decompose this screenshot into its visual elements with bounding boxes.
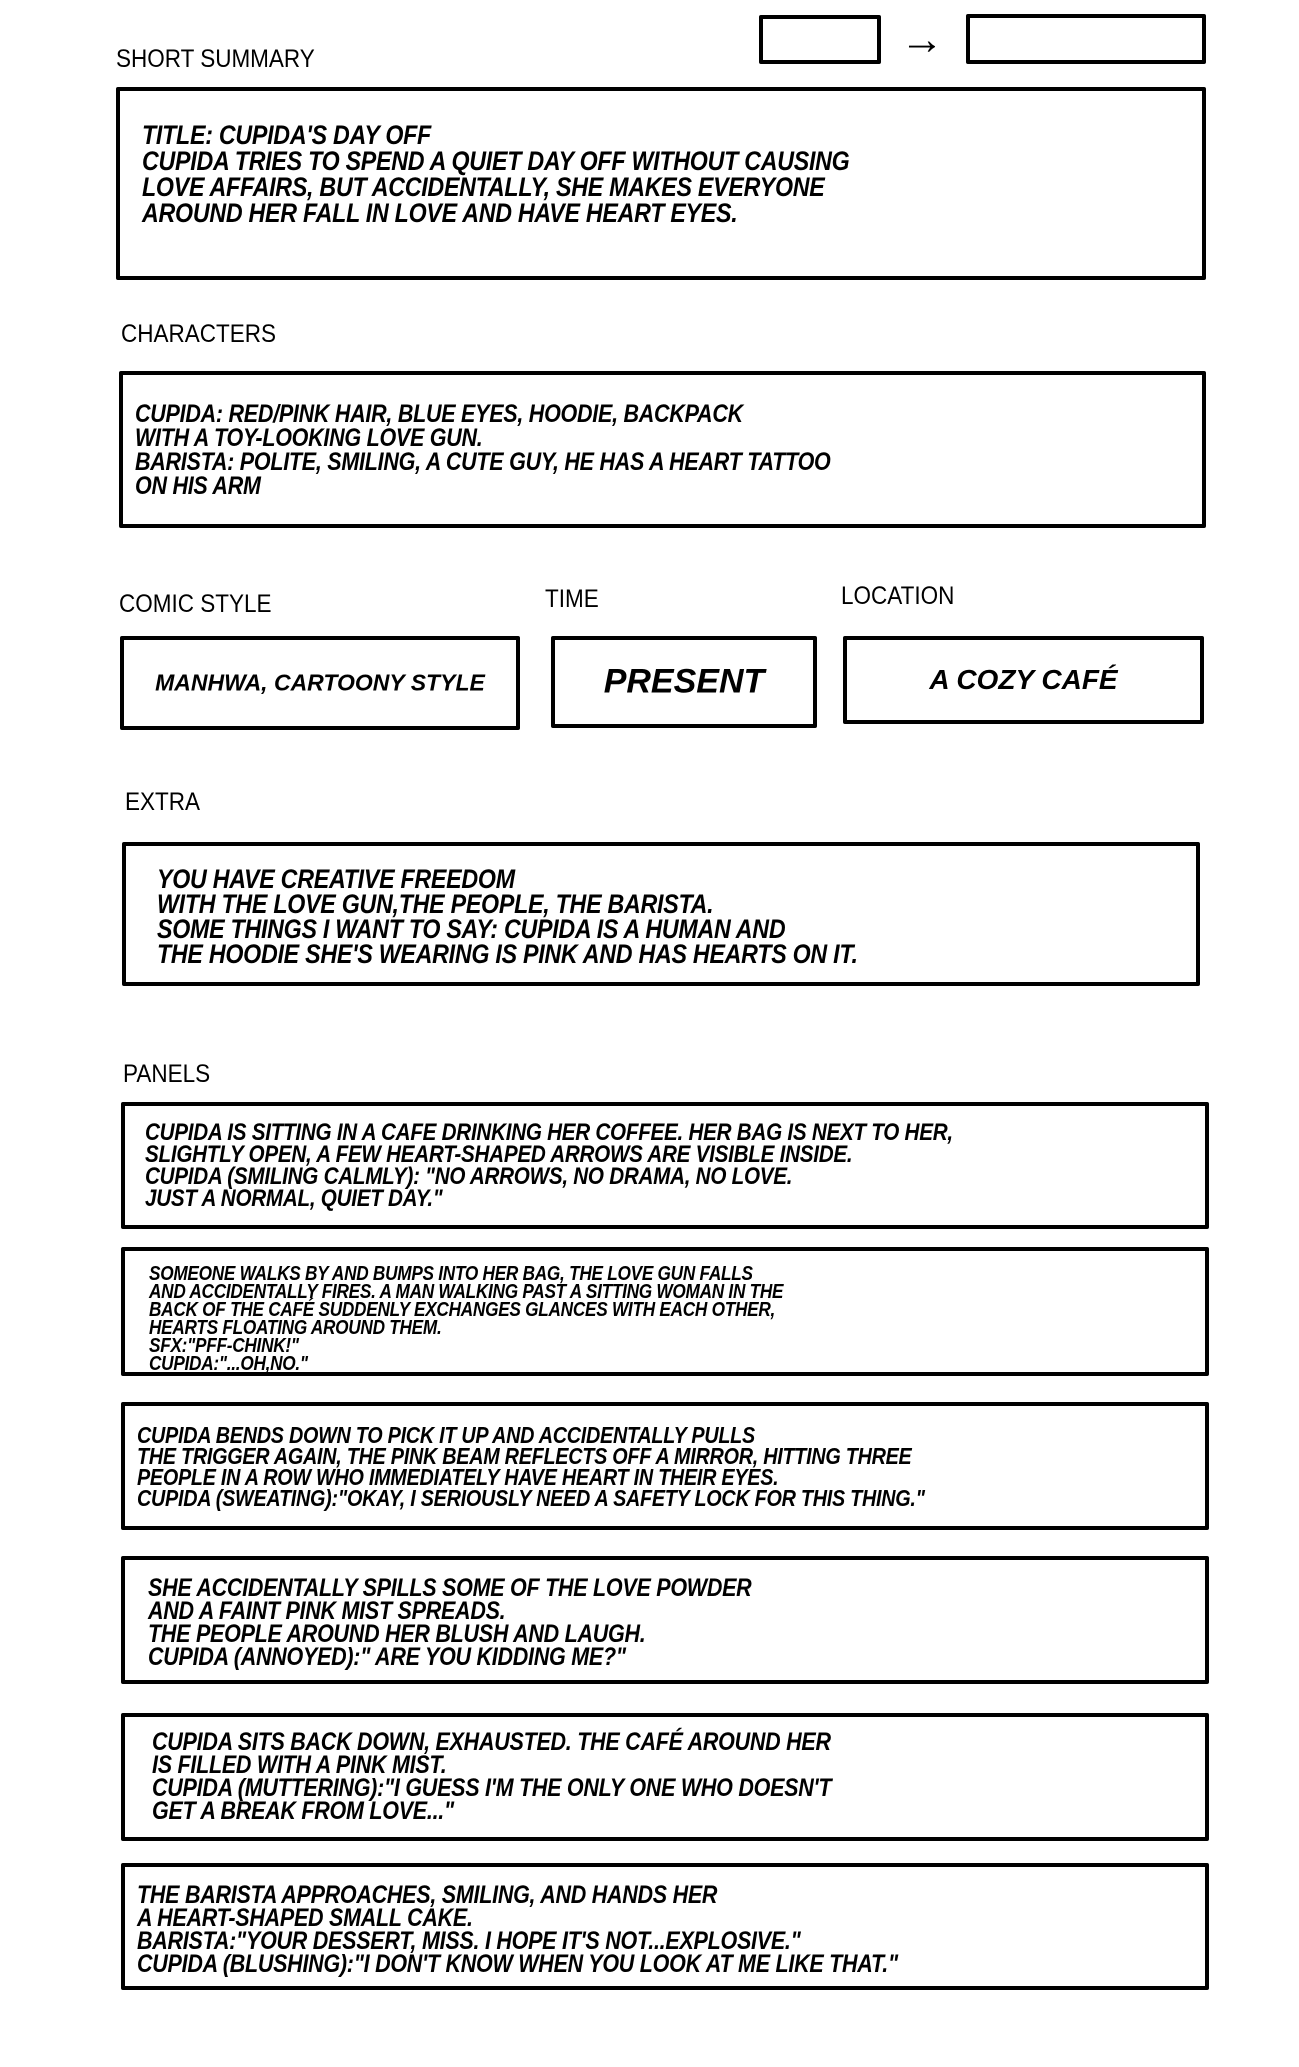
comic-style-value: MANHWA, CARTOONY STYLE <box>155 669 485 696</box>
panel-text: CUPIDA SITS BACK DOWN, EXHAUSTED. THE CAFÉ AROUND HER IS FILLED WITH A PINK MIST. CUPIDA (MUTTERING):"I GUESS I'M THE ONLY ONE WHO DOESN'T GET A BREAK FROM LOVE..." <box>152 1728 832 1825</box>
summary-text: TITLE: CUPIDA'S DAY OFF CUPIDA TRIES TO SPEND A QUIET DAY OFF WITHOUT CAUSING LOVE AFFAIRS, BUT ACCIDENTALLY, SHE MAKES EVERYONE AROUND HER FALL IN LOVE AND HAVE HEART EYES. <box>142 120 850 228</box>
summary-box <box>116 87 1206 280</box>
characters-text: CUPIDA: RED/PINK HAIR, BLUE EYES, HOODIE, BACKPACK WITH A TOY-LOOKING LOVE GUN. BARISTA: POLITE, SMILING, A CUTE GUY, HE HAS A HEART TATTOO ON HIS ARM <box>135 400 831 500</box>
panel-6 <box>121 1863 1209 1990</box>
panel-text: CUPIDA BENDS DOWN TO PICK IT UP AND ACCIDENTALLY PULLS THE TRIGGER AGAIN, THE PINK BEAM REFLECTS OFF A MIRROR, HITTING THREE PEOPLE IN A ROW WHO IMMEDIATELY HAVE HEART IN THEIR EYES. CUPIDA (SWEATING):"OKAY, I SERIOUSLY NEED A SAFETY LOCK FOR THIS THING." <box>137 1422 925 1511</box>
panel-4 <box>121 1556 1209 1684</box>
location-box <box>843 636 1204 724</box>
comic-style-box <box>120 636 520 730</box>
location-value: A COZY CAFÉ <box>929 664 1118 695</box>
panels-label: PANELS <box>123 1060 211 1088</box>
characters-box <box>119 371 1206 528</box>
panel-text: SHE ACCIDENTALLY SPILLS SOME OF THE LOVE POWDER AND A FAINT PINK MIST SPREADS. THE PEOPLE AROUND HER BLUSH AND LAUGH. CUPIDA (ANNOYED):" ARE YOU KIDDING ME?" <box>148 1574 752 1671</box>
time-label: TIME <box>545 585 599 613</box>
page-to-box <box>966 14 1206 64</box>
time-box <box>551 636 817 728</box>
summary-label: SHORT SUMMARY <box>116 45 315 73</box>
comic-style-label: COMIC STYLE <box>119 590 272 618</box>
location-label: LOCATION <box>841 582 955 610</box>
panel-1 <box>121 1102 1209 1229</box>
extra-text: YOU HAVE CREATIVE FREEDOM WITH THE LOVE GUN,THE PEOPLE, THE BARISTA. SOME THINGS I WANT TO SAY: CUPIDA IS A HUMAN AND THE HOODIE SHE'S WEARING IS PINK AND HAS HEARTS ON IT. <box>157 864 858 969</box>
extra-box <box>122 842 1200 986</box>
arrow-right-icon: → <box>900 15 944 64</box>
panel-5 <box>121 1713 1209 1841</box>
panel-text: THE BARISTA APPROACHES, SMILING, AND HANDS HER A HEART-SHAPED SMALL CAKE. BARISTA:"YOUR DESSERT, MISS. I HOPE IT'S NOT...EXPLOSIVE." CUPIDA (BLUSHING):"I DON'T KNOW WHEN YOU LOOK AT ME LIKE THAT." <box>137 1881 898 1978</box>
panel-2 <box>121 1247 1209 1376</box>
time-value: PRESENT <box>603 662 765 701</box>
extra-label: EXTRA <box>125 788 201 816</box>
page-from-box <box>759 15 881 64</box>
panel-3 <box>121 1402 1209 1530</box>
panel-text: CUPIDA IS SITTING IN A CAFE DRINKING HER COFFEE. HER BAG IS NEXT TO HER, SLIGHTLY OPEN, A FEW HEART-SHAPED ARROWS ARE VISIBLE INSIDE. CUPIDA (SMILING CALMLY): "NO ARROWS, NO DRAMA, NO LOVE. JUST A NORMAL, QUIET DAY." <box>145 1119 953 1212</box>
characters-label: CHARACTERS <box>121 320 277 348</box>
panel-text: SOMEONE WALKS BY AND BUMPS INTO HER BAG, THE LOVE GUN FALLS AND ACCIDENTALLY FIRES. A MAN WALKING PAST A SITTING WOMAN IN THE BACK OF THE CAFÉ SUDDENLY EXCHANGES GLANCES WITH EACH OTHER, HEARTS FLOATING AROUND THEM. SFX:"PFF-CHINK!" CUPIDA:"...OH,NO." <box>149 1263 784 1375</box>
